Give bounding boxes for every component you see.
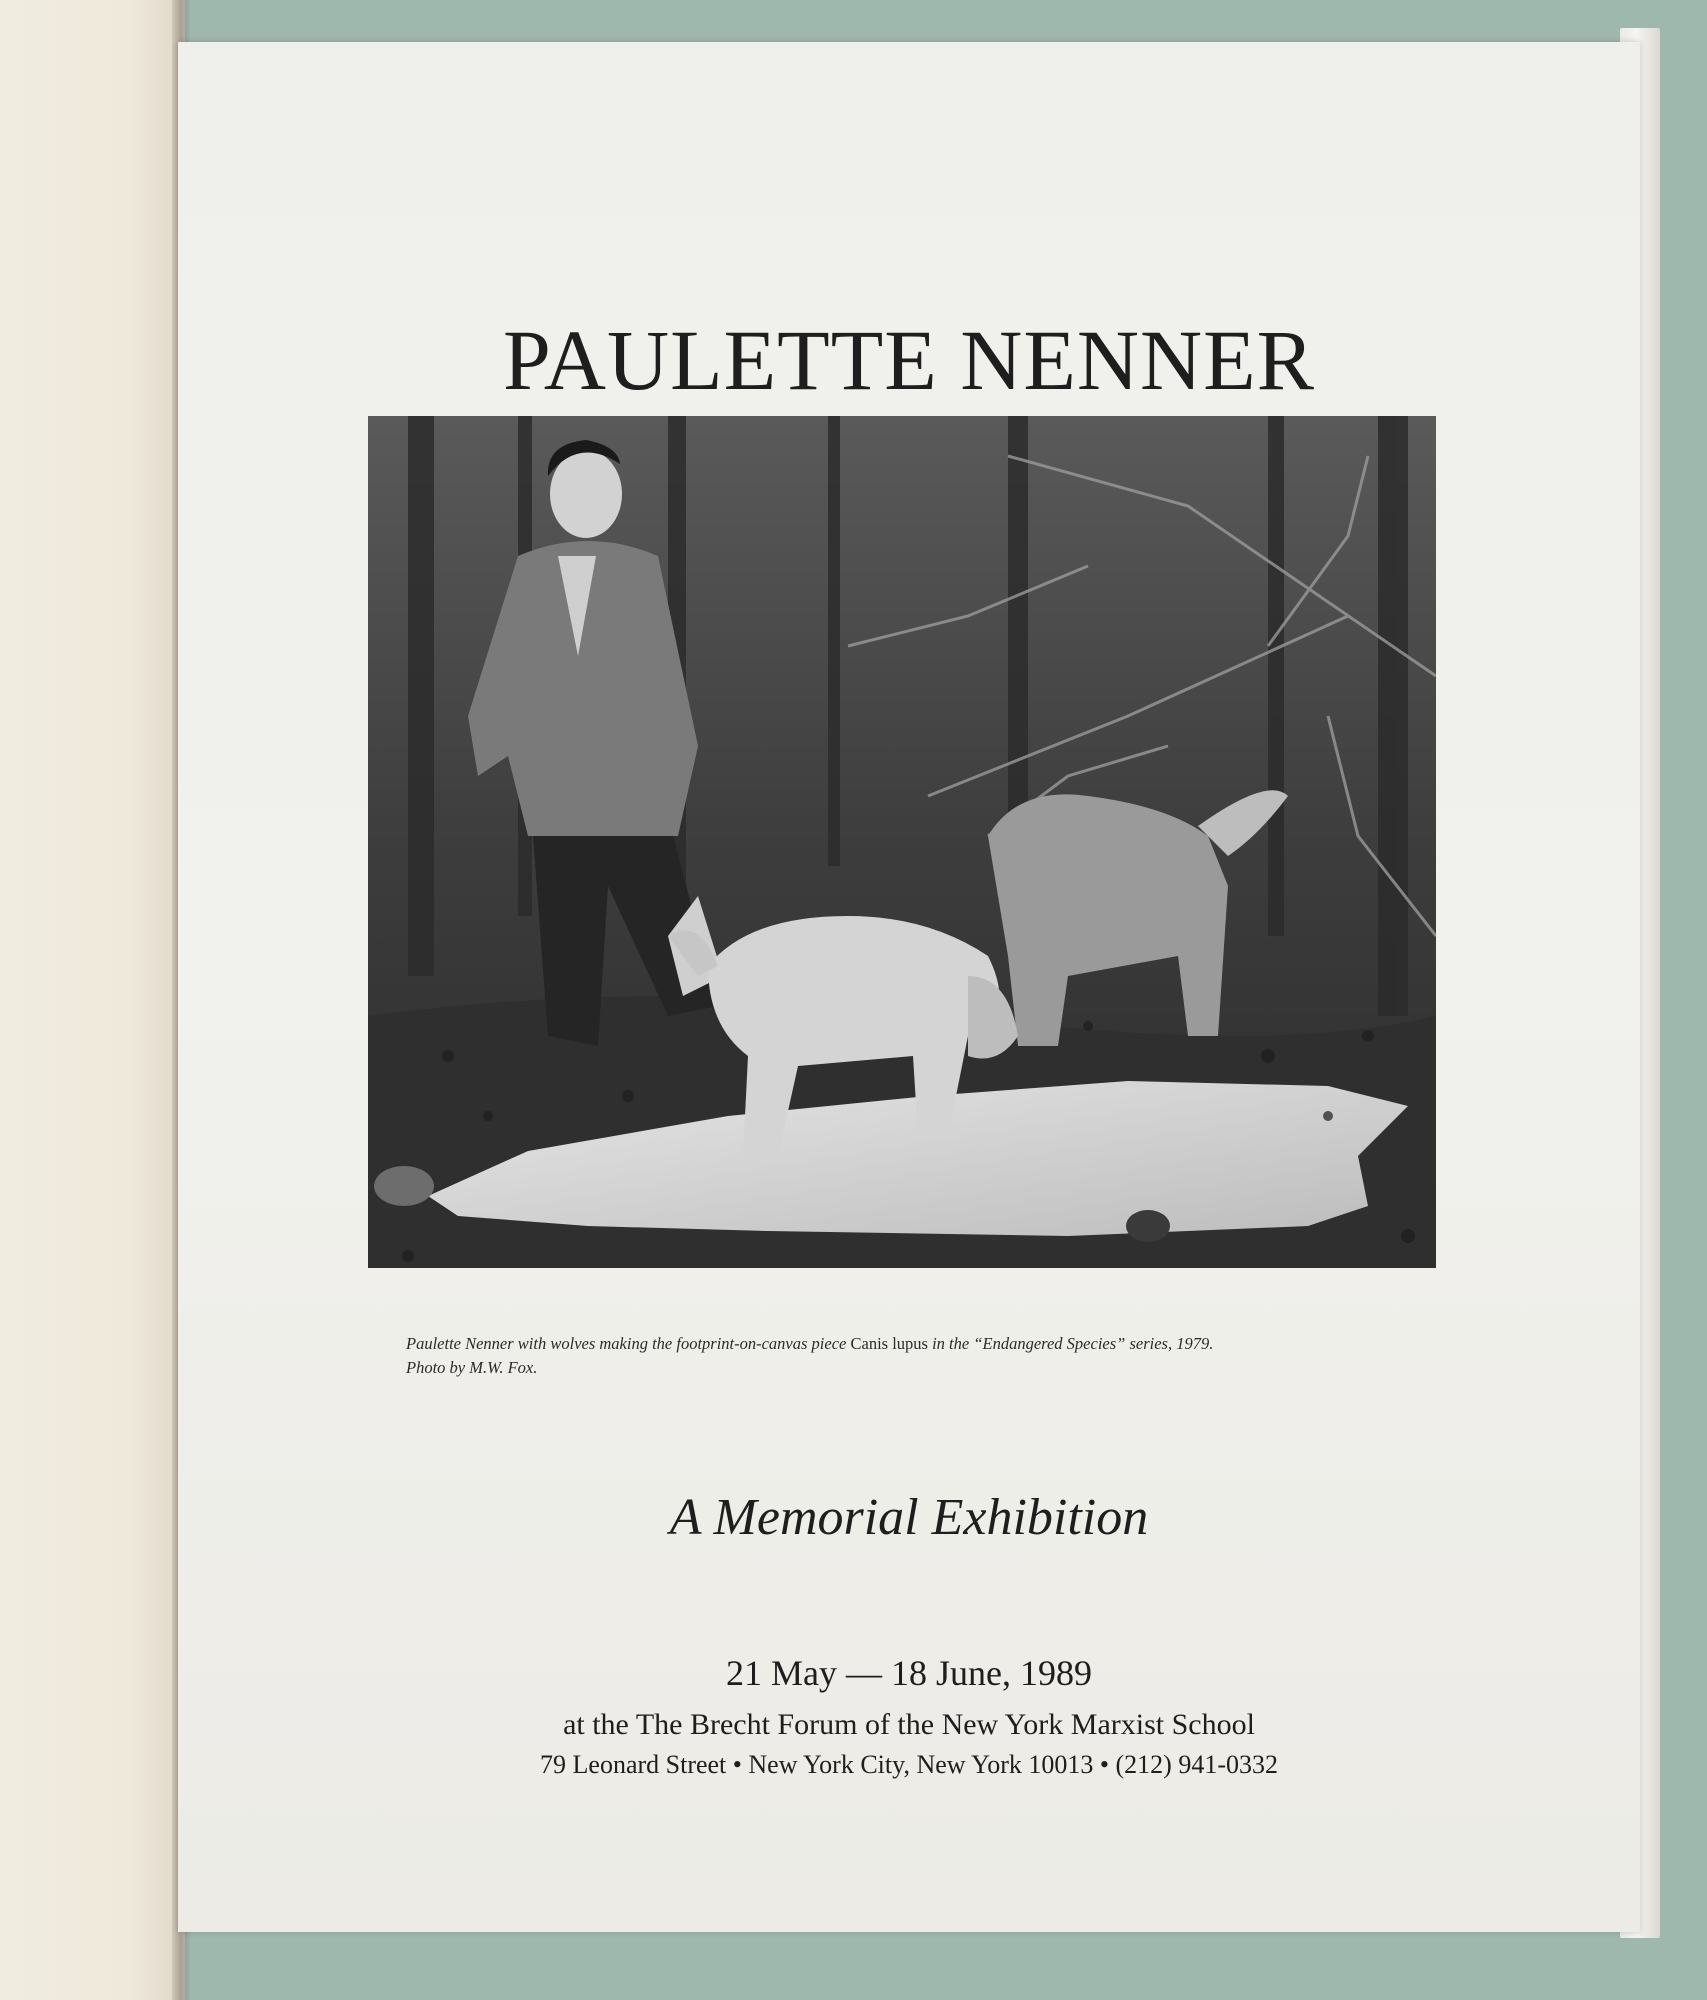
caption-text: Paulette Nenner with wolves making the footprint-on-canvas piece xyxy=(406,1334,847,1353)
venue-address: 79 Leonard Street • New York City, New York 10013 • (212) 941-0332 xyxy=(540,1750,1278,1779)
exhibition-subtitle: A Memorial Exhibition xyxy=(669,1489,1149,1546)
exhibition-dates: 21 May — 18 June, 1989 xyxy=(726,1653,1092,1693)
caption-work-title: Canis lupus xyxy=(850,1334,928,1353)
caption-credit: Photo by M.W. Fox. xyxy=(406,1358,538,1377)
page-title: PAULETTE NENNER xyxy=(502,312,1316,408)
left-page xyxy=(0,0,185,2000)
photo-caption xyxy=(406,1332,1406,1380)
cover-page xyxy=(178,42,1640,1932)
exhibition-venue: at the The Brecht Forum of the New York Marxist School xyxy=(563,1708,1255,1741)
caption-series: in the “Endangered Species” series, 1979. xyxy=(932,1334,1214,1353)
cover-photo xyxy=(368,416,1436,1268)
